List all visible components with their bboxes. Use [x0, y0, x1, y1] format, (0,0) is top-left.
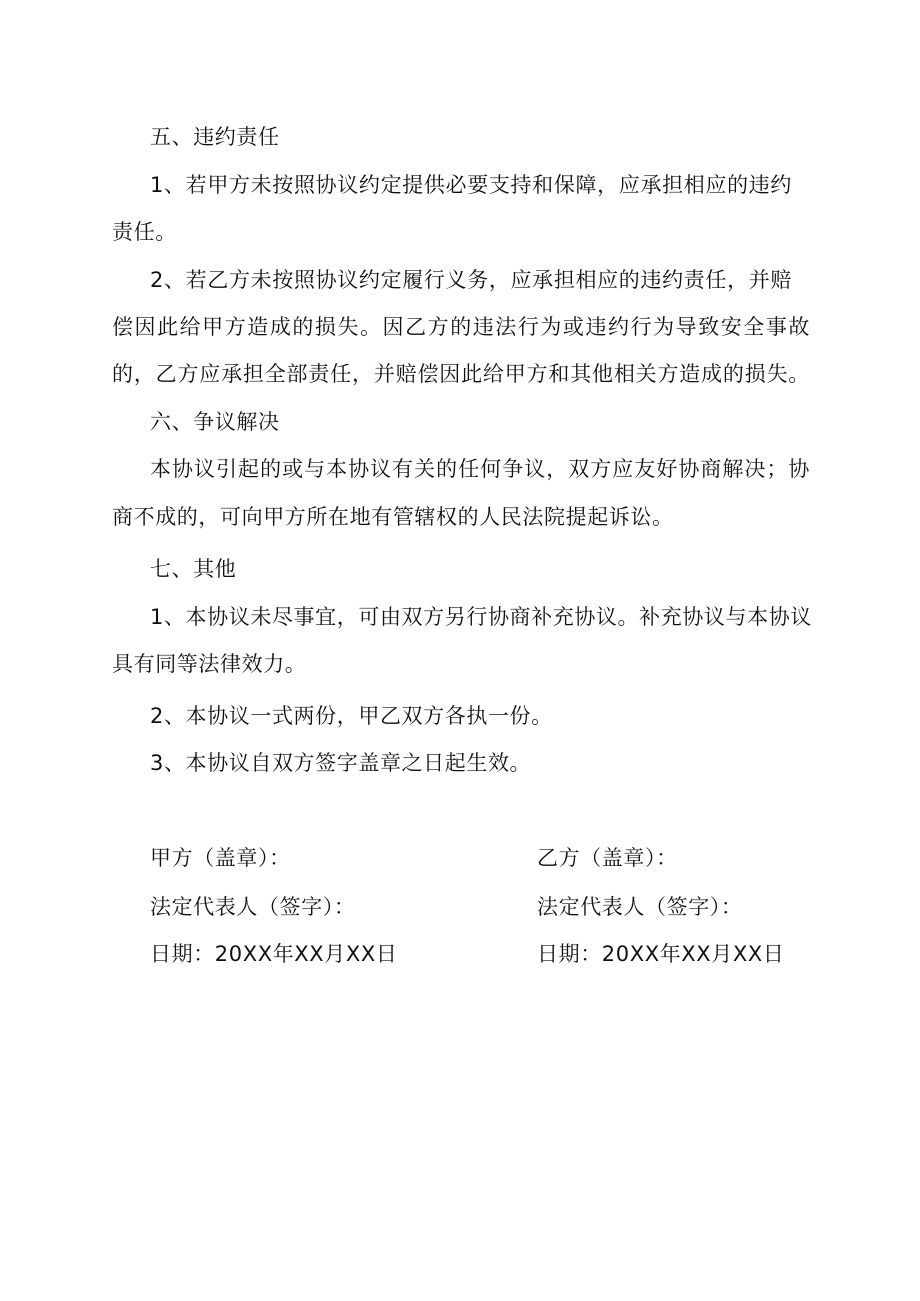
paragraph-line: 2、若乙方未按照协议约定履行义务，应承担相应的违约责任，并赔	[150, 268, 792, 292]
paragraph-line: 3、本协议自双方签字盖章之日起生效。	[150, 751, 532, 775]
party-a-rep-label: 法定代表人（签字）：	[150, 895, 356, 919]
section-heading: 六、争议解决	[150, 410, 280, 434]
paragraph-line: 2、本协议一式两份，甲乙双方各执一份。	[150, 704, 553, 728]
paragraph-line: 1、本协议未尽事宜，可由双方另行协商补充协议。补充协议与本协议	[150, 605, 812, 629]
paragraph-line: 的，乙方应承担全部责任，并赔偿因此给甲方和其他相关方造成的损失。	[112, 362, 810, 386]
party-a-date: 日期：20XX年XX月XX日	[150, 942, 398, 966]
paragraph-line: 1、若甲方未按照协议约定提供必要支持和保障，应承担相应的违约	[150, 173, 792, 197]
paragraph-line: 偿因此给甲方造成的损失。因乙方的违法行为或违约行为导致安全事故	[112, 315, 810, 339]
party-b-rep-label: 法定代表人（签字）：	[537, 895, 743, 919]
paragraph-line: 本协议引起的或与本协议有关的任何争议，双方应友好协商解决；协	[150, 457, 810, 481]
paragraph-line: 责任。	[112, 220, 177, 244]
section-heading: 七、其他	[150, 557, 237, 581]
paragraph-line: 具有同等法律效力。	[112, 652, 307, 676]
party-b-date: 日期：20XX年XX月XX日	[537, 942, 785, 966]
paragraph-line: 商不成的，可向甲方所在地有管辖权的人民法院提起诉讼。	[112, 505, 674, 529]
party-b-seal-label: 乙方（盖章）：	[537, 846, 678, 870]
section-heading: 五、违约责任	[150, 125, 280, 149]
party-a-seal-label: 甲方（盖章）：	[150, 846, 291, 870]
